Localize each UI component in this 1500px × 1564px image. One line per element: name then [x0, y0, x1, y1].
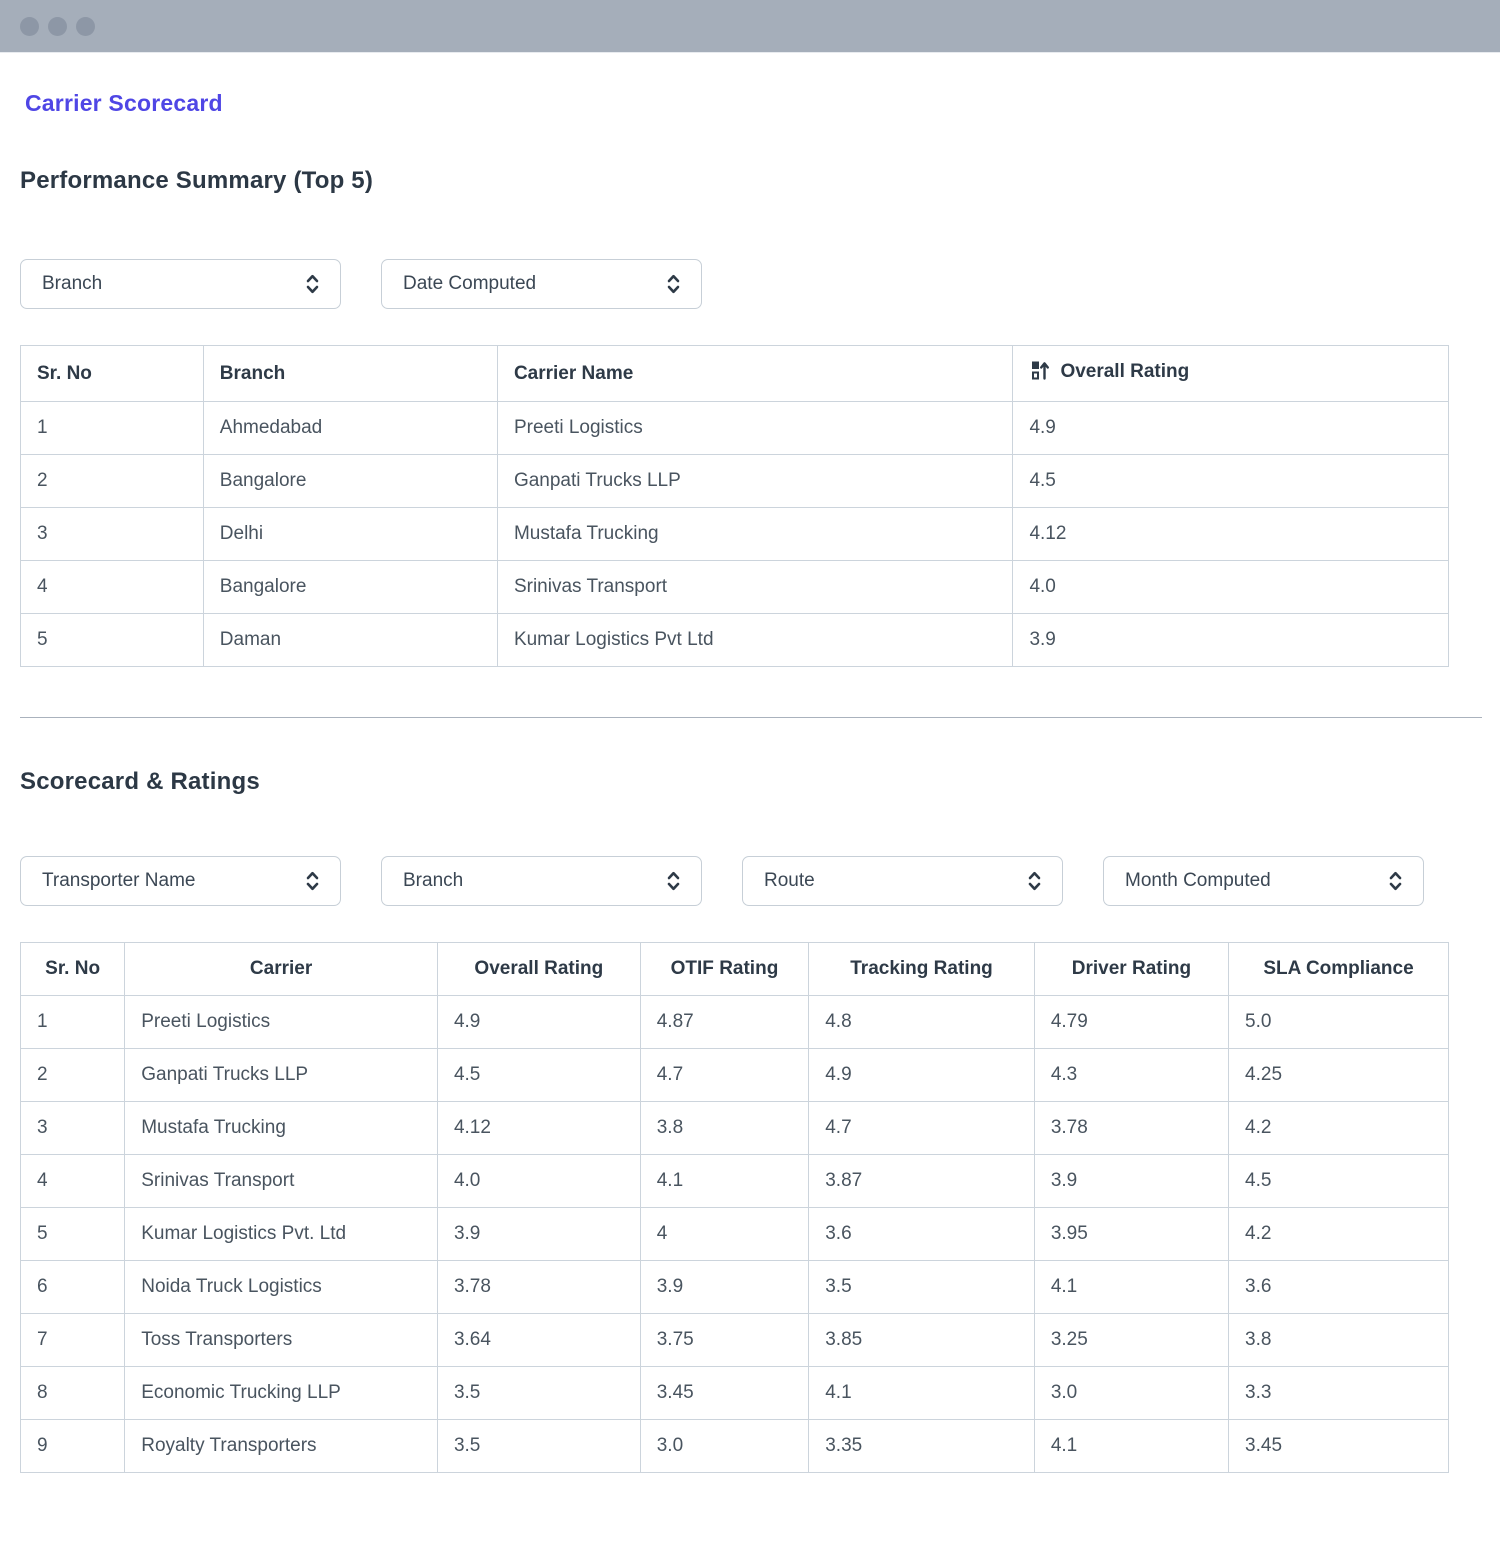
window-control-dot[interactable] — [76, 17, 95, 36]
section-divider — [20, 717, 1482, 718]
table-cell: Srinivas Transport — [497, 561, 1013, 614]
table-cell: 2 — [21, 455, 204, 508]
column-header-label: Carrier Name — [513, 362, 634, 384]
table-cell: 9 — [21, 1420, 125, 1473]
table-cell: 4.1 — [1034, 1420, 1228, 1473]
table-cell: 3.64 — [437, 1314, 640, 1367]
dropdown-label: Branch — [403, 870, 464, 891]
table-cell: 3.75 — [640, 1314, 809, 1367]
table-cell: Ganpati Trucks LLP — [125, 1049, 438, 1102]
table-cell: 3.85 — [809, 1314, 1035, 1367]
table-cell: 3.78 — [1034, 1102, 1228, 1155]
dropdown-label: Route — [764, 870, 815, 891]
table-cell: 4.79 — [1034, 996, 1228, 1049]
performance-summary-table — [20, 345, 1449, 667]
column-header-label: Driver Rating — [1071, 958, 1192, 979]
table-cell: 4.12 — [1013, 508, 1449, 561]
column-header-label: Sr. No — [37, 362, 92, 384]
table-cell: Ahmedabad — [203, 402, 497, 455]
updown-chevron-icon — [305, 273, 320, 295]
branch-filter-dropdown[interactable] — [20, 259, 341, 309]
table-cell: 4.5 — [1013, 455, 1449, 508]
column-header-carrier-name — [497, 346, 1013, 402]
table-cell: 6 — [21, 1261, 125, 1314]
performance-summary-heading: Performance Summary (Top 5) — [20, 167, 374, 194]
scorecard-ratings-table — [20, 942, 1449, 1473]
table-cell: Kumar Logistics Pvt Ltd — [497, 614, 1013, 667]
table-row — [21, 1314, 1449, 1367]
column-header-label: SLA Compliance — [1263, 958, 1414, 979]
scorecard-ratings-section — [20, 768, 1480, 1473]
table-row — [21, 1208, 1449, 1261]
table-cell: 1 — [21, 402, 204, 455]
table-cell: 4.9 — [437, 996, 640, 1049]
dropdown-label: Date Computed — [403, 273, 537, 294]
column-header-branch — [203, 346, 497, 402]
table-cell: Bangalore — [203, 561, 497, 614]
column-header-label: Overall Rating — [474, 958, 604, 979]
column-header-carrier — [125, 943, 438, 996]
table-cell: 4.2 — [1229, 1102, 1449, 1155]
dropdown-label: Transporter Name — [42, 870, 196, 891]
scorecard-ratings-heading: Scorecard & Ratings — [20, 768, 260, 795]
table-cell: Ganpati Trucks LLP — [497, 455, 1013, 508]
updown-chevron-icon — [666, 273, 681, 295]
table-cell: Kumar Logistics Pvt. Ltd — [125, 1208, 438, 1261]
window-titlebar — [0, 0, 1500, 52]
table-cell: Toss Transporters — [125, 1314, 438, 1367]
page-title-link[interactable]: Carrier Scorecard — [25, 90, 223, 116]
table-cell: 4.1 — [1034, 1261, 1228, 1314]
table-cell: Bangalore — [203, 455, 497, 508]
table-cell: 4.9 — [809, 1049, 1035, 1102]
table-cell: 7 — [21, 1314, 125, 1367]
table-cell: Preeti Logistics — [497, 402, 1013, 455]
column-header-label: Sr. No — [45, 958, 101, 979]
table-cell: Mustafa Trucking — [125, 1102, 438, 1155]
table-cell: 4.9 — [1013, 402, 1449, 455]
table-cell: 4.8 — [809, 996, 1035, 1049]
table-row — [21, 455, 1449, 508]
table-cell: 3.3 — [1229, 1367, 1449, 1420]
table-row — [21, 1261, 1449, 1314]
date-computed-filter-dropdown[interactable] — [381, 259, 702, 309]
dropdown-label: Month Computed — [1125, 870, 1271, 891]
column-header-sr-no — [21, 346, 204, 402]
table-cell: 3.0 — [640, 1420, 809, 1473]
month-computed-filter-dropdown[interactable] — [1103, 856, 1424, 906]
table-cell: Mustafa Trucking — [497, 508, 1013, 561]
table-row — [21, 1367, 1449, 1420]
table-cell: Economic Trucking LLP — [125, 1367, 438, 1420]
table-cell: 3.9 — [640, 1261, 809, 1314]
sort-icon — [1029, 360, 1050, 387]
table-cell: 3.8 — [1229, 1314, 1449, 1367]
table-cell: 3.35 — [809, 1420, 1035, 1473]
table-cell: Noida Truck Logistics — [125, 1261, 438, 1314]
window-control-dot[interactable] — [20, 17, 39, 36]
performance-summary-filters — [20, 259, 1480, 309]
table-cell: 3.9 — [1034, 1155, 1228, 1208]
column-header-overall-rating — [437, 943, 640, 996]
transporter-name-filter-dropdown[interactable] — [20, 856, 341, 906]
column-header-otif-rating — [640, 943, 809, 996]
table-row — [21, 402, 1449, 455]
table-cell: Royalty Transporters — [125, 1420, 438, 1473]
table-cell: 4 — [21, 1155, 125, 1208]
table-cell: 3.5 — [809, 1261, 1035, 1314]
table-cell: 3.25 — [1034, 1314, 1228, 1367]
page-content — [0, 52, 1500, 1473]
table-cell: 4 — [21, 561, 204, 614]
table-cell: Srinivas Transport — [125, 1155, 438, 1208]
scorecard-filters — [20, 856, 1480, 906]
table-cell: 5 — [21, 614, 204, 667]
table-cell: 3.0 — [1034, 1367, 1228, 1420]
column-header-tracking-rating — [809, 943, 1035, 996]
table-row — [21, 1155, 1449, 1208]
table-cell: 4.5 — [437, 1049, 640, 1102]
table-cell: 4.2 — [1229, 1208, 1449, 1261]
table-cell: 4.25 — [1229, 1049, 1449, 1102]
column-header-sr-no — [21, 943, 125, 996]
column-header-label: Carrier — [249, 958, 313, 979]
table-cell: 4.0 — [437, 1155, 640, 1208]
table-row — [21, 1102, 1449, 1155]
branch-filter-dropdown-2[interactable] — [381, 856, 702, 906]
dropdown-label: Branch — [42, 273, 103, 294]
route-filter-dropdown[interactable] — [742, 856, 1063, 906]
table-cell: 3 — [21, 1102, 125, 1155]
table-cell: 4.1 — [809, 1367, 1035, 1420]
table-row — [21, 508, 1449, 561]
table-cell: 3.5 — [437, 1367, 640, 1420]
table-cell: 4.1 — [640, 1155, 809, 1208]
header-row — [21, 346, 1449, 402]
table-cell: 3.9 — [1013, 614, 1449, 667]
table-cell: 4.12 — [437, 1102, 640, 1155]
column-header-label: Branch — [219, 362, 286, 384]
table-cell: 5.0 — [1229, 996, 1449, 1049]
table-row — [21, 1420, 1449, 1473]
window-control-dot[interactable] — [48, 17, 67, 36]
table-cell: Preeti Logistics — [125, 996, 438, 1049]
table-cell: 4.5 — [1229, 1155, 1449, 1208]
table-cell: 3.78 — [437, 1261, 640, 1314]
table-cell: 4.7 — [640, 1049, 809, 1102]
performance-summary-section — [20, 167, 1480, 667]
table-row — [21, 1049, 1449, 1102]
column-header-label: OTIF Rating — [670, 958, 779, 979]
column-header-driver-rating — [1034, 943, 1228, 996]
table-cell: 3.95 — [1034, 1208, 1228, 1261]
table-cell: 3.6 — [1229, 1261, 1449, 1314]
table-cell: 3.6 — [809, 1208, 1035, 1261]
table-cell: 3 — [21, 508, 204, 561]
table-row — [21, 614, 1449, 667]
table-cell: Daman — [203, 614, 497, 667]
column-header-sla-compliance — [1229, 943, 1449, 996]
table-cell: 4 — [640, 1208, 809, 1261]
table-cell: 4.87 — [640, 996, 809, 1049]
table-cell: 4.3 — [1034, 1049, 1228, 1102]
table-cell: 3.5 — [437, 1420, 640, 1473]
column-header-label: Tracking Rating — [850, 958, 993, 979]
table-cell: 2 — [21, 1049, 125, 1102]
table-cell: 3.8 — [640, 1102, 809, 1155]
updown-chevron-icon — [1388, 870, 1403, 892]
column-header-overall-rating[interactable] — [1013, 346, 1449, 402]
table-cell: 4.7 — [809, 1102, 1035, 1155]
header-row — [21, 943, 1449, 996]
table-cell: 3.9 — [437, 1208, 640, 1261]
column-header-label: Overall Rating — [1060, 361, 1190, 382]
updown-chevron-icon — [305, 870, 320, 892]
table-row — [21, 561, 1449, 614]
table-cell: 8 — [21, 1367, 125, 1420]
table-cell: Delhi — [203, 508, 497, 561]
table-cell: 1 — [21, 996, 125, 1049]
updown-chevron-icon — [1027, 870, 1042, 892]
updown-chevron-icon — [666, 870, 681, 892]
table-cell: 3.87 — [809, 1155, 1035, 1208]
table-row — [21, 996, 1449, 1049]
table-cell: 3.45 — [1229, 1420, 1449, 1473]
table-cell: 5 — [21, 1208, 125, 1261]
table-cell: 4.0 — [1013, 561, 1449, 614]
table-cell: 3.45 — [640, 1367, 809, 1420]
